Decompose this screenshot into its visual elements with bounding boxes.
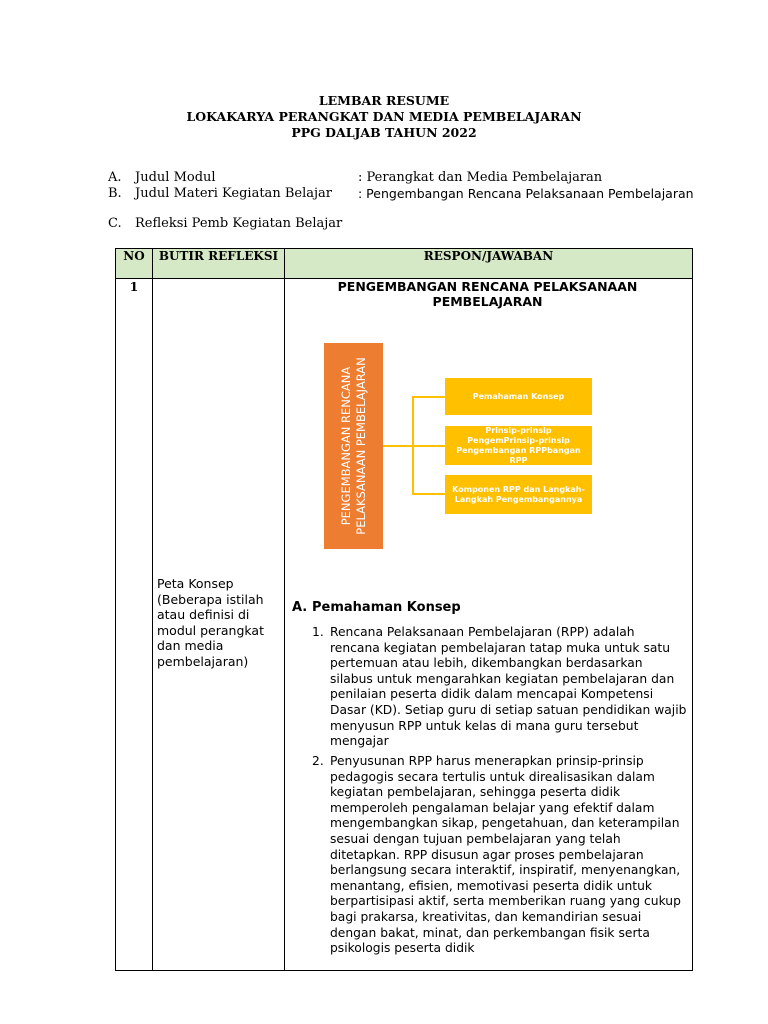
list-item-text: Penyusunan RPP harus menerapkan prinsip-prinsip pedagogis secara tertulis untuk direalisasikan dalam kegiatan pembelajaran, sehingga peserta didik memperoleh pengalaman belajar yang efektif dalam mengembangkan sikap, pengetahuan, dan keterampilan sesuai dengan tujuan pembelajaran yang telah ditetapkan. RPP disusun agar proses pembelajaran berlangsung secara interaktif, inspiratif, menyenangkan, menantang, efisien, memotivasi peserta didik untuk berpartisipasi aktif, serta memberikan ruang yang cukup bagi prakarsa, kreativitas, dan kemandirian sesuai dengan bakat, minat, dan perkembangan fisik serta psikologis peserta didik bbox=[330, 754, 681, 956]
concept-map-branch-2: Prinsip-prinsip PengemPrinsip-prinsip Pengembangan RPPbangan RPP bbox=[445, 426, 592, 465]
connector-branch-3 bbox=[412, 493, 445, 495]
meta-label: Refleksi Pemb Kegiatan Belajar bbox=[135, 216, 343, 231]
concept-map-branch-1: Pemahaman Konsep bbox=[445, 378, 592, 415]
concept-map-branch-3: Komponen RPP dan Langkah-Langkah Pengembangannya bbox=[445, 475, 592, 514]
connector-main bbox=[383, 445, 413, 447]
connector-branch-2 bbox=[412, 445, 445, 447]
section-letter: A. bbox=[292, 600, 308, 615]
meta-key: C. bbox=[108, 216, 122, 231]
concept-map-root bbox=[324, 343, 383, 549]
doc-title-line1: LEMBAR RESUME bbox=[318, 93, 450, 108]
row-number: 1 bbox=[116, 279, 153, 971]
meta-value: : Perangkat dan Media Pembelajaran bbox=[358, 170, 603, 185]
butir-refleksi-text: Peta Konsep (Beberapa istilah atau definisi di modul perangkat dan media pembelajaran) bbox=[157, 576, 264, 669]
list-item-number: 1. bbox=[312, 625, 324, 639]
list-item-number: 2. bbox=[312, 754, 324, 768]
col-header-butir: BUTIR REFLEKSI bbox=[153, 249, 285, 279]
meta-key: A. bbox=[108, 170, 122, 185]
meta-value: : Pengembangan Rencana Pelaksanaan Pembelajaran bbox=[358, 186, 694, 201]
list-item-text: Rencana Pelaksanaan Pembelajaran (RPP) adalah rencana kegiatan pembelajaran tatap muka untuk satu pertemuan atau lebih, dikembangkan berdasarkan silabus untuk mengarahkan kegiatan pembelajaran dan penilaian peserta didik dalam mencapai Kompetensi Dasar (KD). Setiap guru di setiap satuan pendidikan wajib menyusun RPP untuk kelas di mana guru tersebut mengajar bbox=[330, 625, 687, 749]
section-heading bbox=[292, 600, 461, 615]
connector-branch-1 bbox=[412, 396, 445, 398]
doc-title-line3: PPG DALJAB TAHUN 2022 bbox=[291, 125, 477, 140]
meta-label: Judul Materi Kegiatan Belajar bbox=[135, 186, 332, 201]
concept-map-root-label: PENGEMBANGAN RENCANA PELAKSANAAN PEMBELAJARAN bbox=[338, 357, 368, 535]
meta-key: B. bbox=[108, 186, 122, 201]
section-title: Pemahaman Konsep bbox=[312, 600, 461, 615]
meta-label: Judul Modul bbox=[135, 170, 216, 185]
list-item bbox=[312, 625, 687, 750]
table-header-row bbox=[116, 249, 693, 279]
list-item bbox=[312, 754, 687, 957]
col-header-no: NO bbox=[116, 249, 153, 279]
response-title: PENGEMBANGAN RENCANA PELAKSANAAN PEMBELAJARAN bbox=[337, 279, 638, 309]
doc-title-line2: LOKAKARYA PERANGKAT DAN MEDIA PEMBELAJARAN bbox=[186, 109, 582, 124]
col-header-respon: RESPON/JAWABAN bbox=[285, 249, 693, 279]
